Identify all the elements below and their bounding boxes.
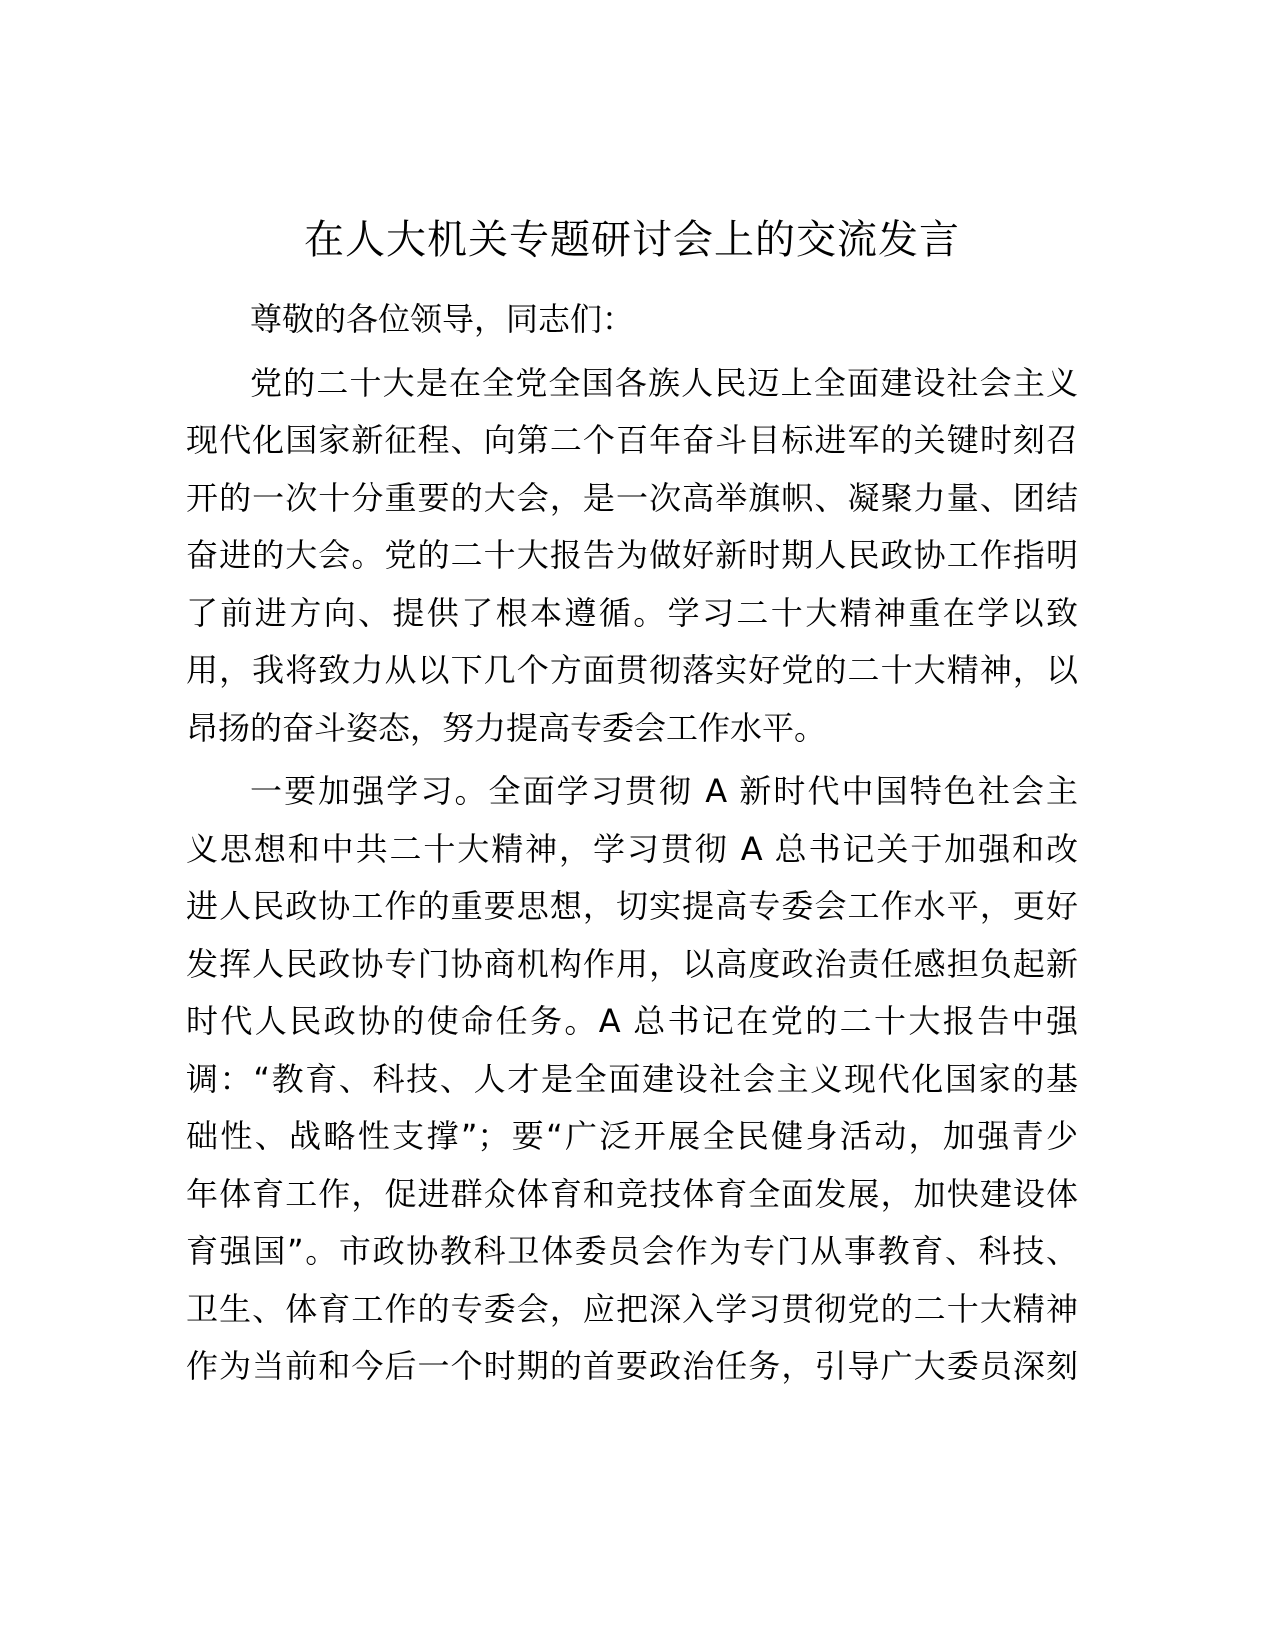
paragraph-line: 了前进方向、提供了根本遵循。学习二十大精神重在学以致	[186, 593, 1078, 632]
paragraph-line: 调：“教育、科技、人才是全面建设社会主义现代化国家的基	[186, 1059, 1078, 1098]
paragraph-line: 时代人民政协的使命任务。A 总书记在党的二十大报告中强	[186, 1002, 1078, 1040]
paragraph-line: 年体育工作，促进群众体育和竞技体育全面发展，加快建设体	[186, 1174, 1078, 1213]
paragraph-line: 进人民政协工作的重要思想，切实提高专委会工作水平，更好	[186, 887, 1078, 925]
paragraph-1	[186, 355, 1078, 758]
paragraph-line: 现代化国家新征程、向第二个百年奋斗目标进军的关键时刻召	[186, 421, 1078, 459]
paragraph-line: 奋进的大会。党的二十大报告为做好新时期人民政协工作指明	[186, 536, 1078, 574]
paragraph-line: 育强国”。市政协教科卫体委员会作为专门从事教育、科技、	[186, 1232, 1078, 1270]
paragraph-line: 发挥人民政协专门协商机构作用，以高度政治责任感担负起新	[186, 944, 1078, 983]
paragraph-line: 础性、战略性支撑”；要“广泛开展全民健身活动，加强青少	[186, 1117, 1078, 1155]
paragraph-line: 党的二十大是在全党全国各族人民迈上全面建设社会主义	[250, 363, 1078, 402]
document-body	[186, 291, 1078, 1396]
paragraph-2	[186, 763, 1078, 1396]
salutation: 尊敬的各位领导，同志们：	[250, 300, 635, 338]
paragraph-line: 义思想和中共二十大精神，学习贯彻 A 总书记关于加强和改	[186, 829, 1078, 868]
paragraph-line: 昂扬的奋斗姿态，努力提高专委会工作水平。	[186, 708, 827, 747]
paragraph-line: 作为当前和今后一个时期的首要政治任务，引导广大委员深刻	[186, 1347, 1078, 1385]
paragraph-line: 用，我将致力从以下几个方面贯彻落实好党的二十大精神，以	[186, 651, 1078, 689]
paragraph-line: 卫生、体育工作的专委会，应把深入学习贯彻党的二十大精神	[186, 1289, 1078, 1328]
document-title: 在人大机关专题研讨会上的交流发言	[304, 217, 960, 263]
paragraph-line: 一要加强学习。全面学习贯彻 A 新时代中国特色社会主	[250, 772, 1078, 810]
paragraph-line: 开的一次十分重要的大会，是一次高举旗帜、凝聚力量、团结	[186, 478, 1078, 517]
